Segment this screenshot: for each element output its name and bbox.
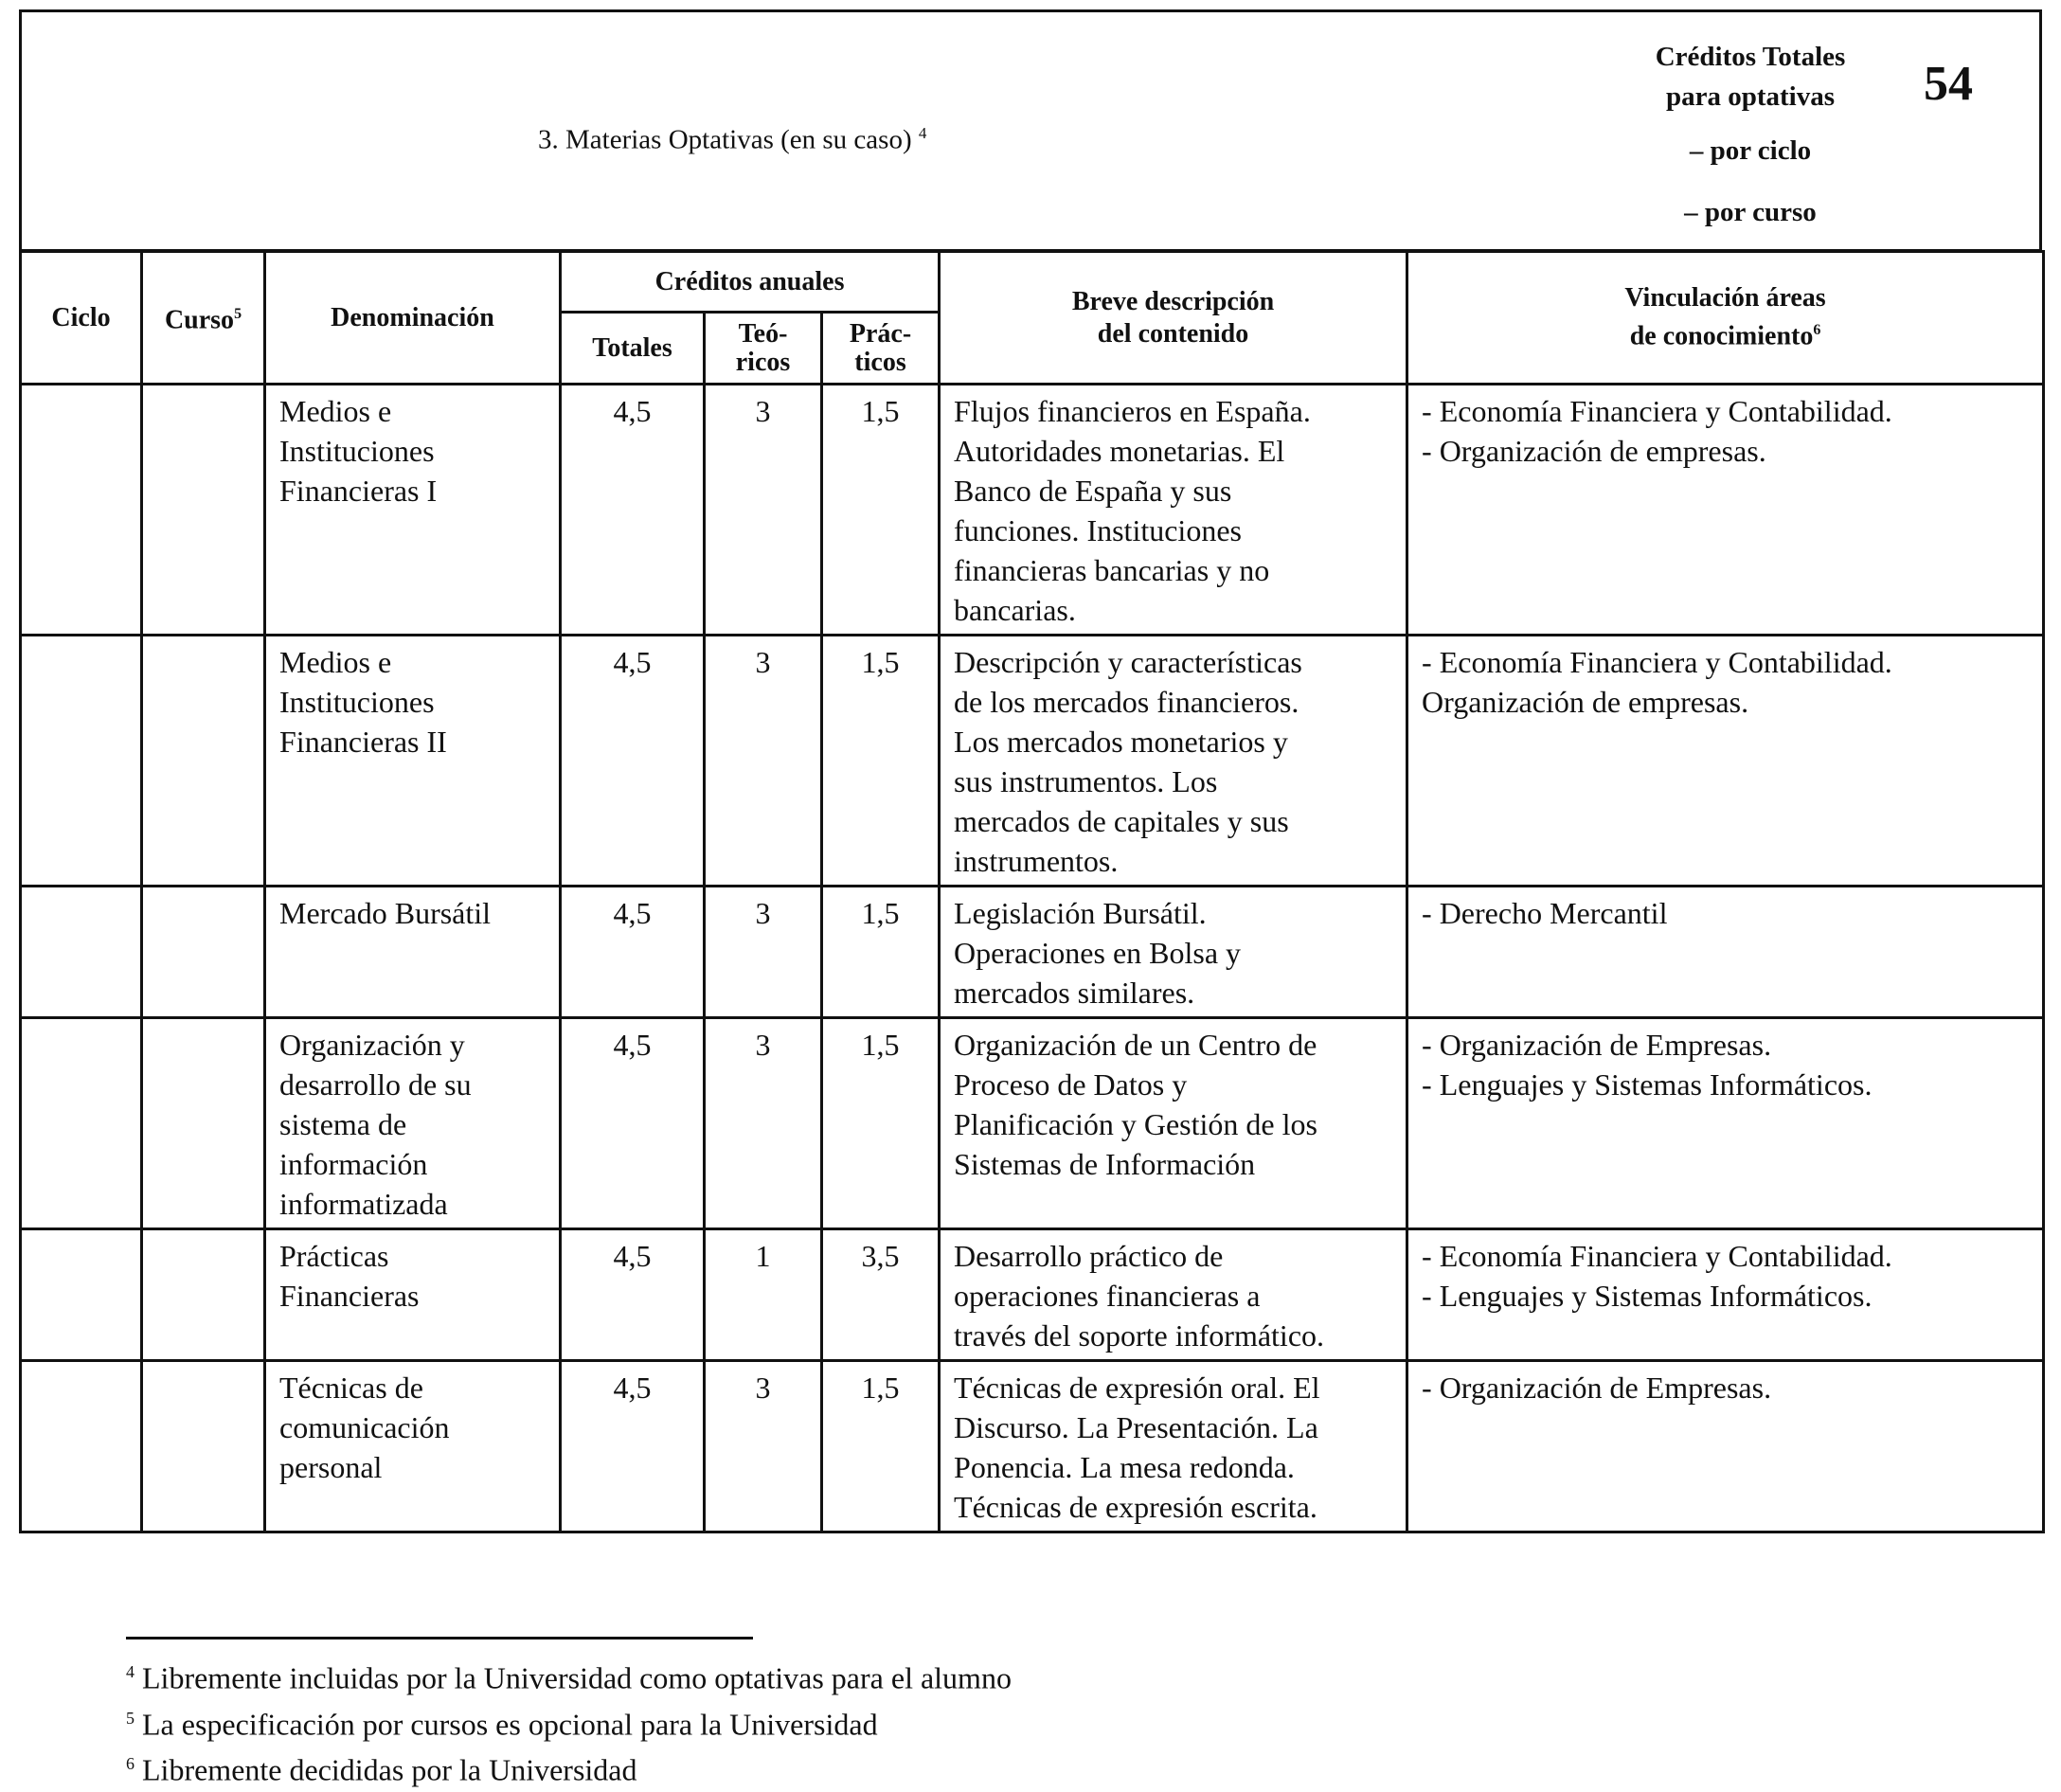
cell-curso (142, 887, 265, 1018)
cell-teoricos: 3 (705, 1018, 822, 1229)
cell-denominacion: Medios e Instituciones Financieras II (265, 636, 561, 887)
per-cycle-label: – por ciclo (1689, 135, 1812, 166)
total-credits-label: Créditos Totales para optativas (1655, 42, 1846, 112)
cell-curso (142, 1229, 265, 1361)
cell-ciclo (21, 1361, 142, 1532)
cell-vinculacion: - Organización de Empresas. - Lenguajes y Sistemas Informáticos. (1407, 1018, 2044, 1229)
cell-curso (142, 385, 265, 636)
col-header-descripcion: Breve descripción del contenido (940, 252, 1407, 385)
table-row (21, 1361, 2044, 1532)
cell-denominacion: Medios e Instituciones Financieras I (265, 385, 561, 636)
cell-denominacion: Organización y desarrollo de su sistema de información informatizada (265, 1018, 561, 1229)
cell-curso (142, 636, 265, 887)
table-body (21, 385, 2044, 1532)
footnotes (126, 1652, 1012, 1790)
cell-practicos: 3,5 (822, 1229, 940, 1361)
cell-vinculacion: - Economía Financiera y Contabilidad. - Organización de empresas. (1407, 385, 2044, 636)
document-page (19, 9, 2042, 1524)
cell-practicos: 1,5 (822, 1361, 940, 1532)
col-header-practicos: Prác- ticos (822, 313, 940, 385)
cell-teoricos: 3 (705, 385, 822, 636)
cell-teoricos: 3 (705, 636, 822, 887)
cell-ciclo (21, 385, 142, 636)
cell-totales: 4,5 (561, 636, 705, 887)
cell-teoricos: 3 (705, 887, 822, 1018)
cell-denominacion: Mercado Bursátil (265, 887, 561, 1018)
cell-ciclo (21, 636, 142, 887)
cell-totales: 4,5 (561, 887, 705, 1018)
cell-curso (142, 1018, 265, 1229)
cell-practicos: 1,5 (822, 887, 940, 1018)
footnote-4: $^4$ Libremente incluidas por la Universidad como optativas para el alumno (126, 1660, 1012, 1695)
col-header-ciclo: Ciclo (21, 252, 142, 385)
table-row (21, 385, 2044, 636)
cell-denominacion: Técnicas de comunicación personal (265, 1361, 561, 1532)
cell-teoricos: 3 (705, 1361, 822, 1532)
cell-descripcion: Técnicas de expresión oral. El Discurso. La Presentación. La Ponencia. La mesa redonda. Técnicas de expresión escrita. (940, 1361, 1407, 1532)
col-header-teoricos: Teó- ricos (705, 313, 822, 385)
cell-descripcion: Descripción y características de los mercados financieros. Los mercados monetarios y sus instrumentos. Los mercados de capitales y sus instrumentos. (940, 636, 1407, 887)
cell-descripcion: Legislación Bursátil. Operaciones en Bolsa y mercados similares. (940, 887, 1407, 1018)
table-row (21, 1018, 2044, 1229)
col-header-curso: Curso$^5$ (142, 252, 265, 385)
cell-vinculacion: - Organización de Empresas. (1407, 1361, 2044, 1532)
col-header-creditos-anuales: Créditos anuales (561, 252, 940, 313)
cell-practicos: 1,5 (822, 385, 940, 636)
table-header-box (19, 9, 2042, 252)
cell-curso (142, 1361, 265, 1532)
cell-totales: 4,5 (561, 385, 705, 636)
cell-practicos: 1,5 (822, 1018, 940, 1229)
cell-denominacion: Prácticas Financieras (265, 1229, 561, 1361)
cell-practicos: 1,5 (822, 636, 940, 887)
optional-subjects-table (19, 250, 2045, 1533)
cell-descripcion: Flujos financieros en España. Autoridades monetarias. El Banco de España y sus funciones. Instituciones financieras bancarias y no bancarias. (940, 385, 1407, 636)
cell-descripcion: Organización de un Centro de Proceso de Datos y Planificación y Gestión de los Sistemas de Información (940, 1018, 1407, 1229)
col-header-denominacion: Denominación (265, 252, 561, 385)
table-row (21, 1229, 2044, 1361)
footnote-separator (126, 1637, 753, 1640)
per-course-label: – por curso (1684, 197, 1817, 227)
cell-ciclo (21, 1229, 142, 1361)
cell-ciclo (21, 1018, 142, 1229)
footnote-ref-4: 4 (918, 124, 927, 142)
cell-ciclo (21, 887, 142, 1018)
col-header-totales: Totales (561, 313, 705, 385)
footnote-5: $^5$ La especificación por cursos es opcional para la Universidad (126, 1707, 878, 1742)
col-header-vinculacion: Vinculación áreas de conocimiento$^6$ (1407, 252, 2044, 385)
footnote-6: $^6$ Libremente decididas por la Universidad (126, 1752, 637, 1787)
cell-totales: 4,5 (561, 1229, 705, 1361)
cell-totales: 4,5 (561, 1018, 705, 1229)
table-row (21, 887, 2044, 1018)
cell-totales: 4,5 (561, 1361, 705, 1532)
cell-descripcion: Desarrollo práctico de operaciones financieras a través del soporte informático. (940, 1229, 1407, 1361)
total-credits-value: 54 (1924, 57, 1973, 111)
cell-vinculacion: - Derecho Mercantil (1407, 887, 2044, 1018)
cell-vinculacion: - Economía Financiera y Contabilidad. Organización de empresas. (1407, 636, 2044, 887)
cell-vinculacion: - Economía Financiera y Contabilidad. - Lenguajes y Sistemas Informáticos. (1407, 1229, 2044, 1361)
section-title: 3. Materias Optativas (en su caso) $^4$ (538, 124, 927, 155)
table-row (21, 636, 2044, 887)
cell-teoricos: 1 (705, 1229, 822, 1361)
